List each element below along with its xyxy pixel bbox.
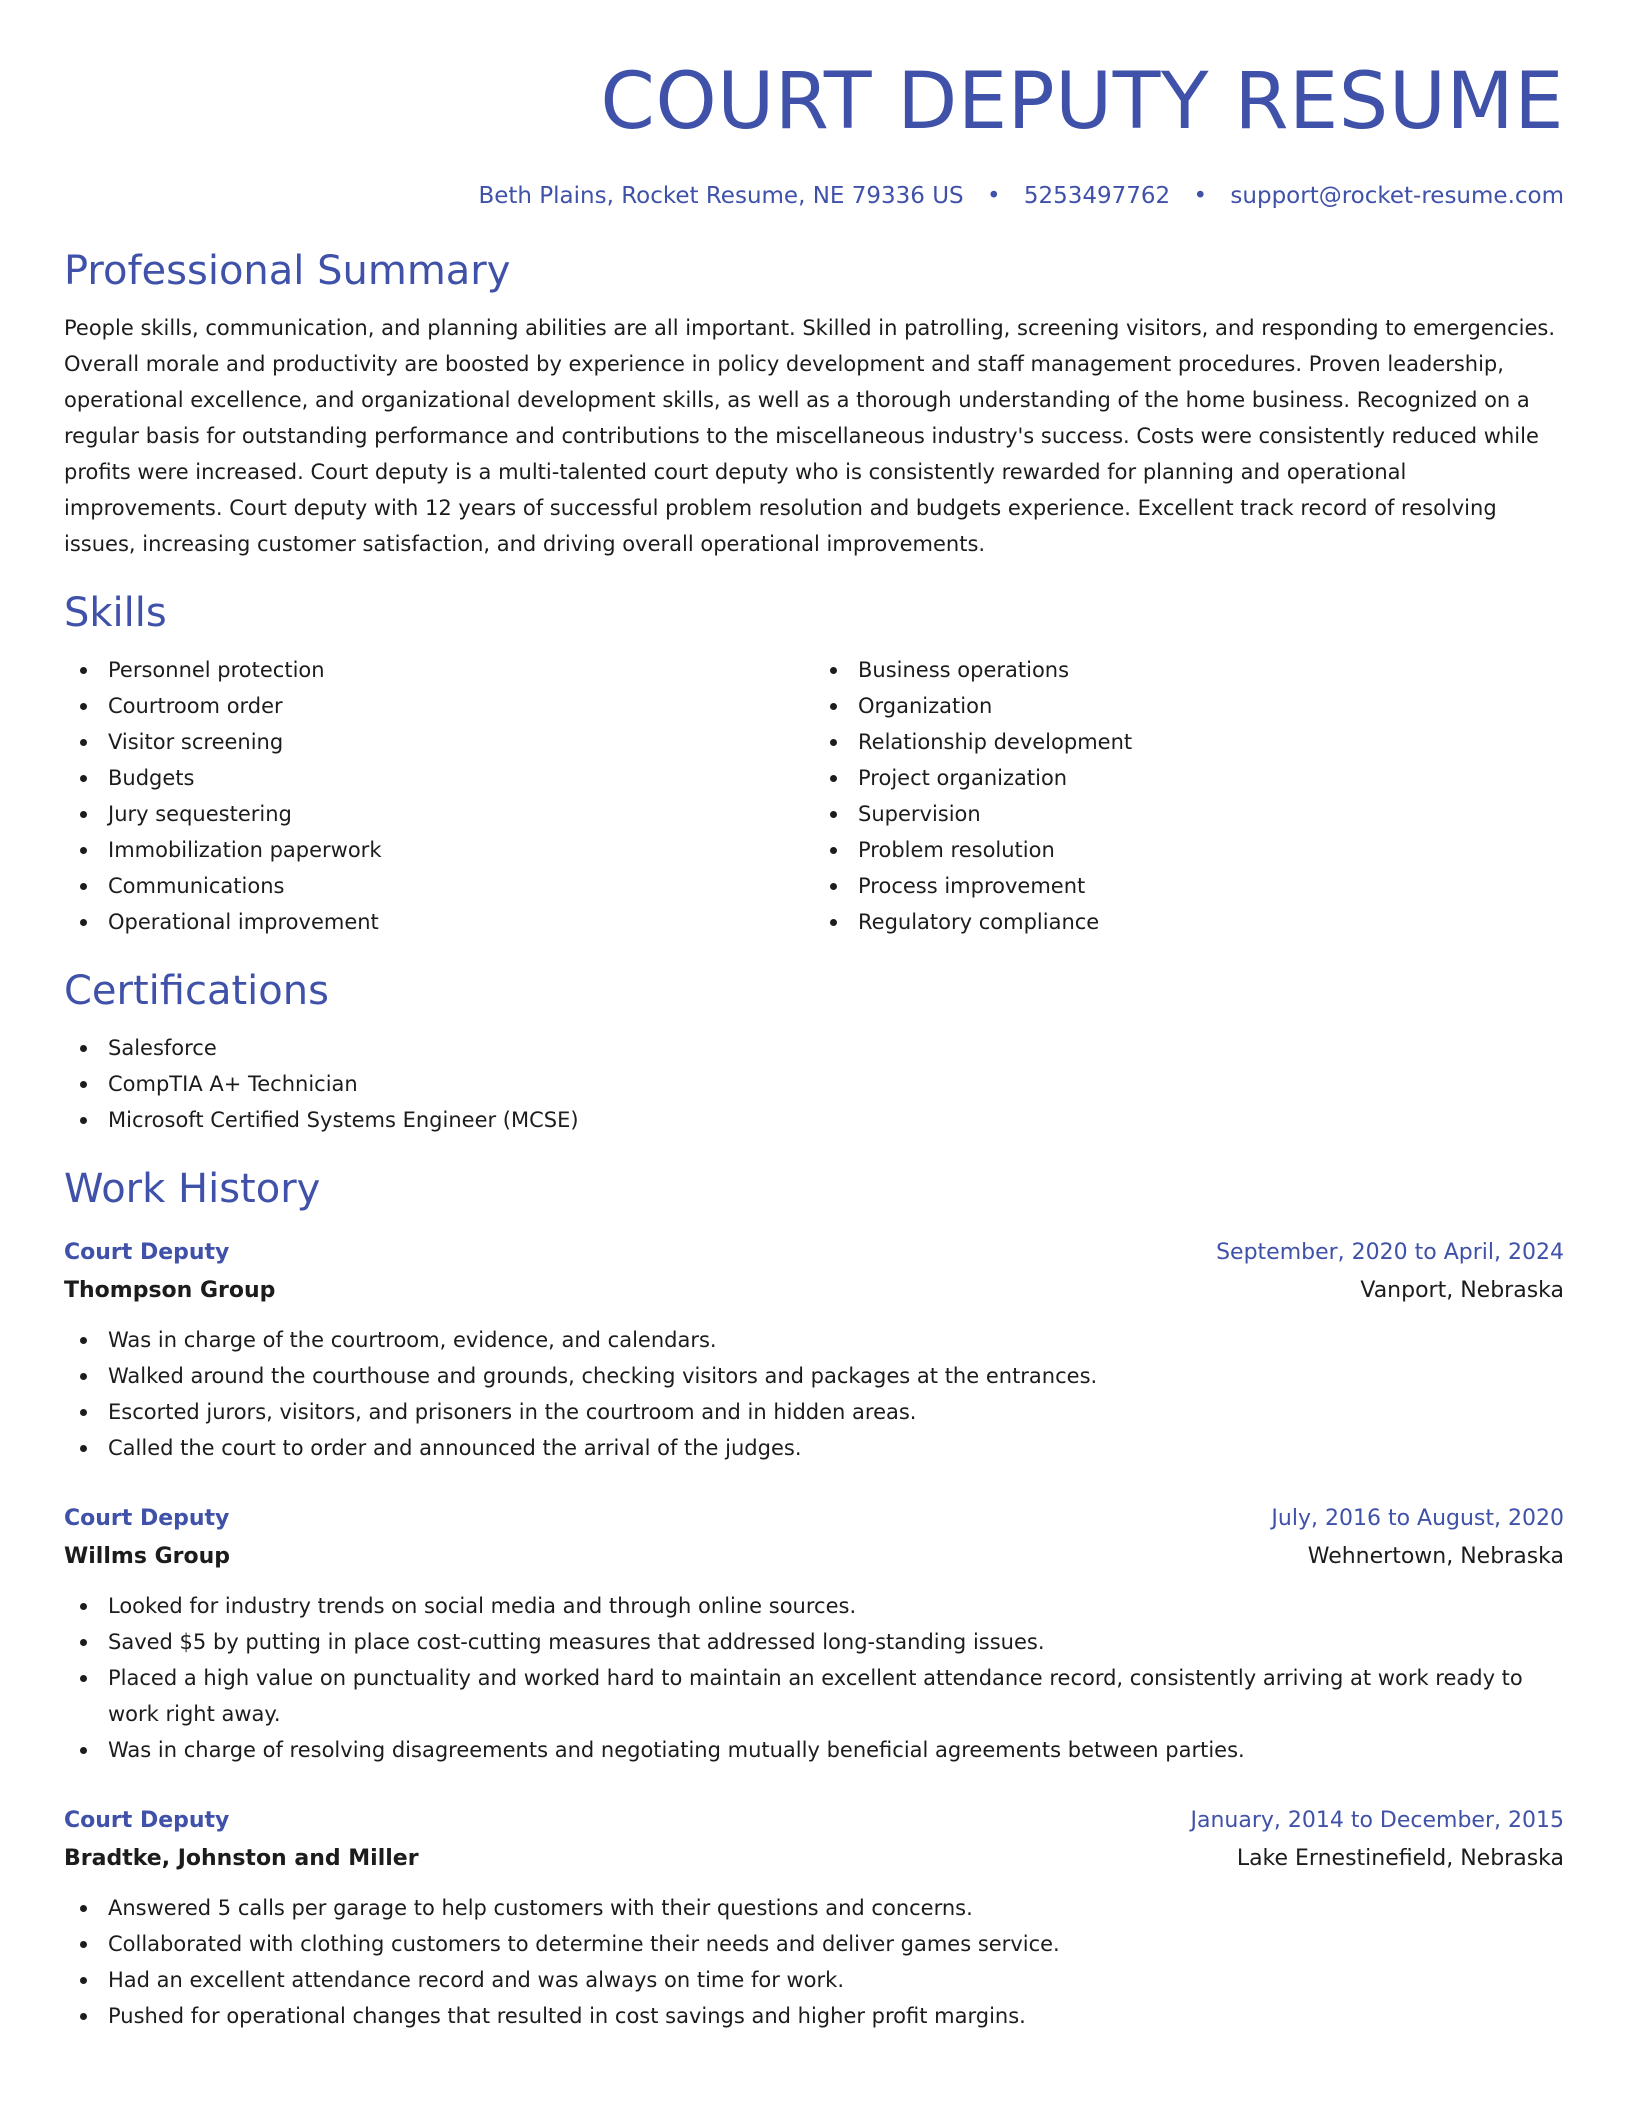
skill-item: Operational improvement — [64, 904, 814, 940]
job-bullet: Walked around the courthouse and grounds, checking visitors and packages at the entrances. — [64, 1358, 1564, 1394]
contact-address: Beth Plains, Rocket Resume, NE 79336 US — [478, 183, 964, 209]
skill-item: Problem resolution — [814, 832, 1564, 868]
skill-item: Immobilization paperwork — [64, 832, 814, 868]
skill-item: Budgets — [64, 760, 814, 796]
job-title-row — [64, 1802, 1564, 1840]
skill-item: Process improvement — [814, 868, 1564, 904]
contact-separator: • — [1193, 183, 1208, 209]
skill-item: Visitor screening — [64, 724, 814, 760]
contact-separator: • — [986, 183, 1001, 209]
summary-heading: Professional Summary — [64, 248, 511, 294]
certifications-list — [64, 1030, 1564, 1138]
skill-item: Personnel protection — [64, 652, 814, 688]
certification-item: Salesforce — [64, 1030, 1564, 1066]
skills-section — [64, 588, 1564, 940]
job-bullets — [64, 1588, 1564, 1768]
certification-item: CompTIA A+ Technician — [64, 1066, 1564, 1102]
job-title-row — [64, 1500, 1564, 1538]
skills-right-list — [814, 652, 1564, 940]
job-bullet: Was in charge of resolving disagreements and negotiating mutually beneficial agreements between parties. — [64, 1732, 1564, 1768]
job-entry — [64, 1802, 1564, 2034]
skill-item: Jury sequestering — [64, 796, 814, 832]
job-title-row — [64, 1234, 1564, 1272]
resume-title: COURT DEPUTY RESUME — [600, 57, 1564, 147]
job-bullet: Had an excellent attendance record and was always on time for work. — [64, 1962, 1564, 1998]
job-bullet: Collaborated with clothing customers to determine their needs and deliver games service. — [64, 1926, 1564, 1962]
skill-item: Relationship development — [814, 724, 1564, 760]
summary-text: People skills, communication, and planning abilities are all important. Skilled in patrolling, screening visitors, and responding to emergencies. Overall morale and productivity are boosted by experience in policy development and staff management procedures. Proven leadership, operational excellence, and organizational development skills, as well as a thorough understanding of the home business. Recognized on a regular basis for outstanding performance and contributions to the miscellaneous industry's success. Costs were consistently reduced while profits were increased. Court deputy is a multi-talented court deputy who is consistently rewarded for planning and operational improvements. Court deputy with 12 years of successful problem resolution and budgets experience. Excellent track record of resolving issues, increasing customer satisfaction, and driving overall operational improvements. — [64, 316, 1555, 556]
job-bullet: Pushed for operational changes that resulted in cost savings and higher profit margins. — [64, 1998, 1564, 2034]
skill-item: Communications — [64, 868, 814, 904]
job-title: Court Deputy — [64, 1506, 230, 1531]
skill-item: Courtroom order — [64, 688, 814, 724]
job-bullets — [64, 1890, 1564, 2034]
contact-email: support@rocket-resume.com — [1230, 183, 1564, 209]
contact-phone: 5253497762 — [1023, 183, 1171, 209]
skill-item: Regulatory compliance — [814, 904, 1564, 940]
skill-item: Supervision — [814, 796, 1564, 832]
certifications-heading: Certifications — [64, 968, 329, 1014]
job-dates: September, 2020 to April, 2024 — [1216, 1240, 1564, 1265]
job-location: Vanport, Nebraska — [1360, 1278, 1564, 1303]
job-location: Wehnertown, Nebraska — [1307, 1544, 1564, 1569]
job-dates: July, 2016 to August, 2020 — [1271, 1506, 1564, 1531]
job-title: Court Deputy — [64, 1808, 230, 1833]
job-bullets — [64, 1322, 1564, 1466]
job-company-row — [64, 1272, 1564, 1310]
job-bullet: Escorted jurors, visitors, and prisoners in the courtroom and in hidden areas. — [64, 1394, 1564, 1430]
skills-heading: Skills — [64, 590, 167, 636]
certifications-section — [64, 966, 1564, 1138]
job-bullet: Answered 5 calls per garage to help customers with their questions and concerns. — [64, 1890, 1564, 1926]
job-company: Willms Group — [64, 1544, 230, 1569]
contact-line — [64, 180, 1564, 212]
skill-item: Business operations — [814, 652, 1564, 688]
skills-left-list — [64, 652, 814, 940]
job-company: Thompson Group — [64, 1278, 276, 1303]
job-bullet: Was in charge of the courtroom, evidence, and calendars. — [64, 1322, 1564, 1358]
work-history-heading: Work History — [64, 1166, 321, 1212]
job-title: Court Deputy — [64, 1240, 230, 1265]
skill-item: Organization — [814, 688, 1564, 724]
job-company: Bradtke, Johnston and Miller — [64, 1846, 419, 1871]
job-company-row — [64, 1538, 1564, 1576]
job-bullet: Called the court to order and announced the arrival of the judges. — [64, 1430, 1564, 1466]
resume-header — [64, 0, 1564, 212]
job-bullet: Looked for industry trends on social media and through online sources. — [64, 1588, 1564, 1624]
skill-item: Project organization — [814, 760, 1564, 796]
job-bullet: Saved $5 by putting in place cost-cutting measures that addressed long-standing issues. — [64, 1624, 1564, 1660]
job-entry — [64, 1234, 1564, 1466]
job-company-row — [64, 1840, 1564, 1878]
job-dates: January, 2014 to December, 2015 — [1190, 1808, 1564, 1833]
certification-item: Microsoft Certified Systems Engineer (MCSE) — [64, 1102, 1564, 1138]
job-bullet: Placed a high value on punctuality and worked hard to maintain an excellent attendance record, consistently arriving at work ready to work right away. — [64, 1660, 1564, 1732]
job-entry — [64, 1500, 1564, 1768]
job-location: Lake Ernestinefield, Nebraska — [1236, 1846, 1564, 1871]
skills-columns — [64, 652, 1564, 940]
work-history-section — [64, 1164, 1564, 2034]
summary-section — [64, 246, 1564, 562]
